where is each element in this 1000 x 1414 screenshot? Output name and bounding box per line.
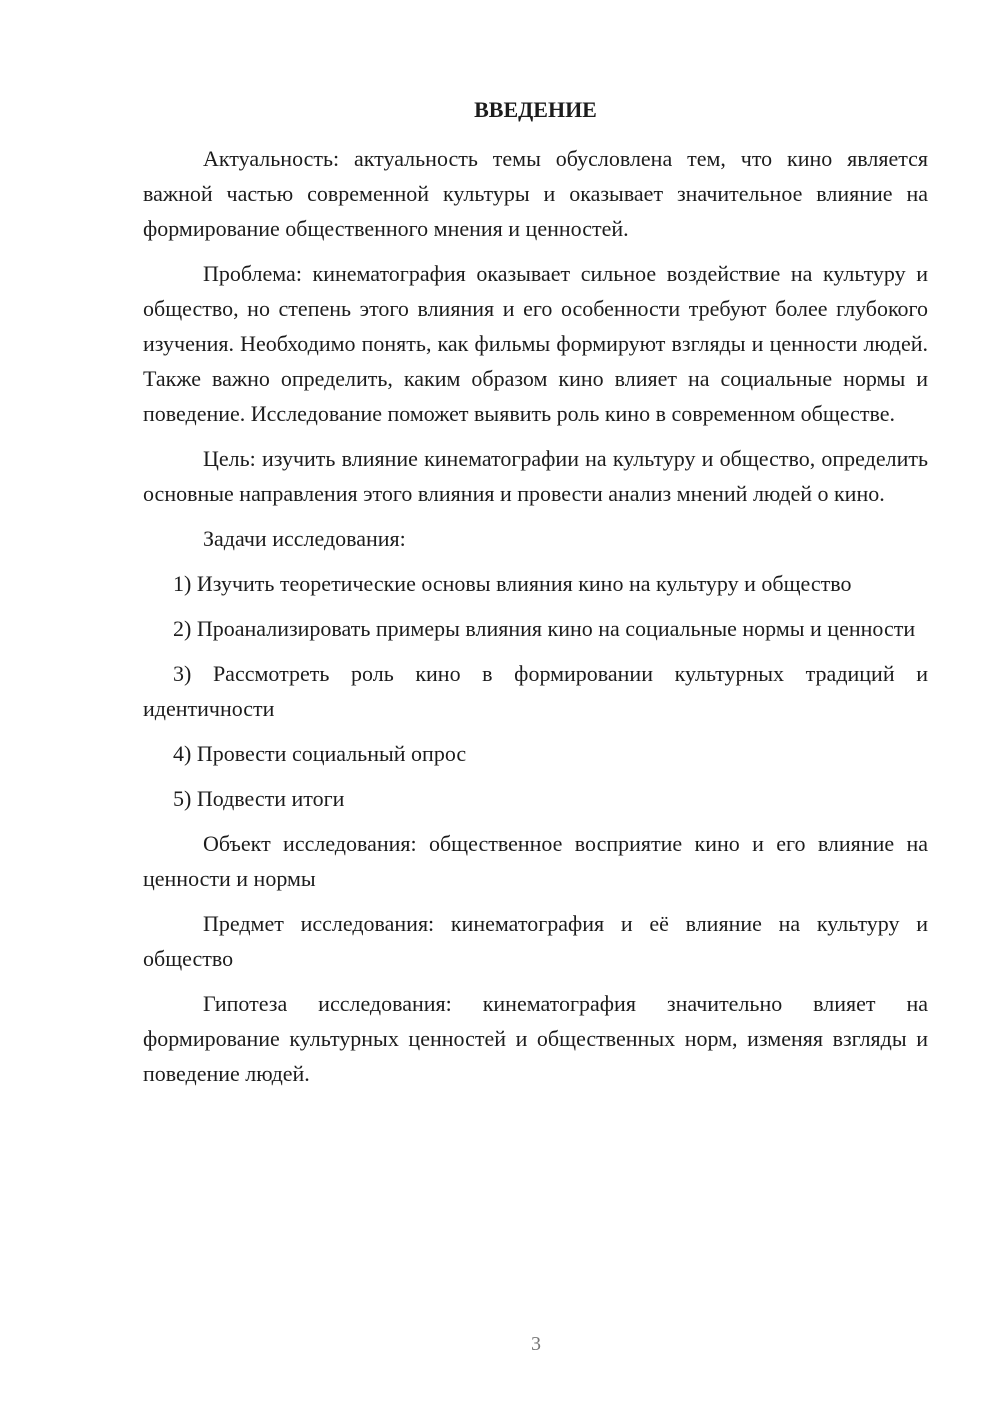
task-item: 3) Рассмотреть роль кино в формировании культурных традиций и идентичности bbox=[143, 661, 928, 721]
task-item: 2) Проанализировать примеры влияния кино на социальные нормы и ценности bbox=[173, 616, 916, 641]
document-page bbox=[143, 93, 928, 1101]
relevance-paragraph: Актуальность: актуальность темы обусловлена тем, что кино является важной частью современной культуры и оказывает значительное влияние на формирование общественного мнения и ценностей. bbox=[143, 146, 928, 241]
tasks-heading: Задачи исследования: bbox=[203, 526, 406, 551]
task-item: 5) Подвести итоги bbox=[173, 786, 345, 811]
subject-paragraph: Предмет исследования: кинематография и её влияние на культуру и общество bbox=[143, 911, 928, 971]
problem-paragraph: Проблема: кинематография оказывает сильное воздействие на культуру и общество, но степень этого влияния и его особенности требуют более глубокого изучения. Необходимо понять, как фильмы формируют взгляды и ценности людей. Также важно определить, каким образом кино влияет на социальные нормы и поведение. Исследование поможет выявить роль кино в современном обществе. bbox=[143, 261, 928, 426]
task-item: 4) Провести социальный опрос bbox=[173, 741, 467, 766]
hypothesis-paragraph: Гипотеза исследования: кинематография значительно влияет на формирование культурных ценностей и общественных норм, изменяя взгляды и поведение людей. bbox=[143, 991, 928, 1086]
section-title: ВВЕДЕНИЕ bbox=[474, 97, 597, 122]
task-item: 1) Изучить теоретические основы влияния кино на культуру и общество bbox=[173, 571, 852, 596]
goal-paragraph: Цель: изучить влияние кинематографии на культуру и общество, определить основные направления этого влияния и провести анализ мнений людей о кино. bbox=[143, 446, 928, 506]
object-paragraph: Объект исследования: общественное восприятие кино и его влияние на ценности и нормы bbox=[143, 831, 928, 891]
page-number: 3 bbox=[531, 1333, 541, 1355]
